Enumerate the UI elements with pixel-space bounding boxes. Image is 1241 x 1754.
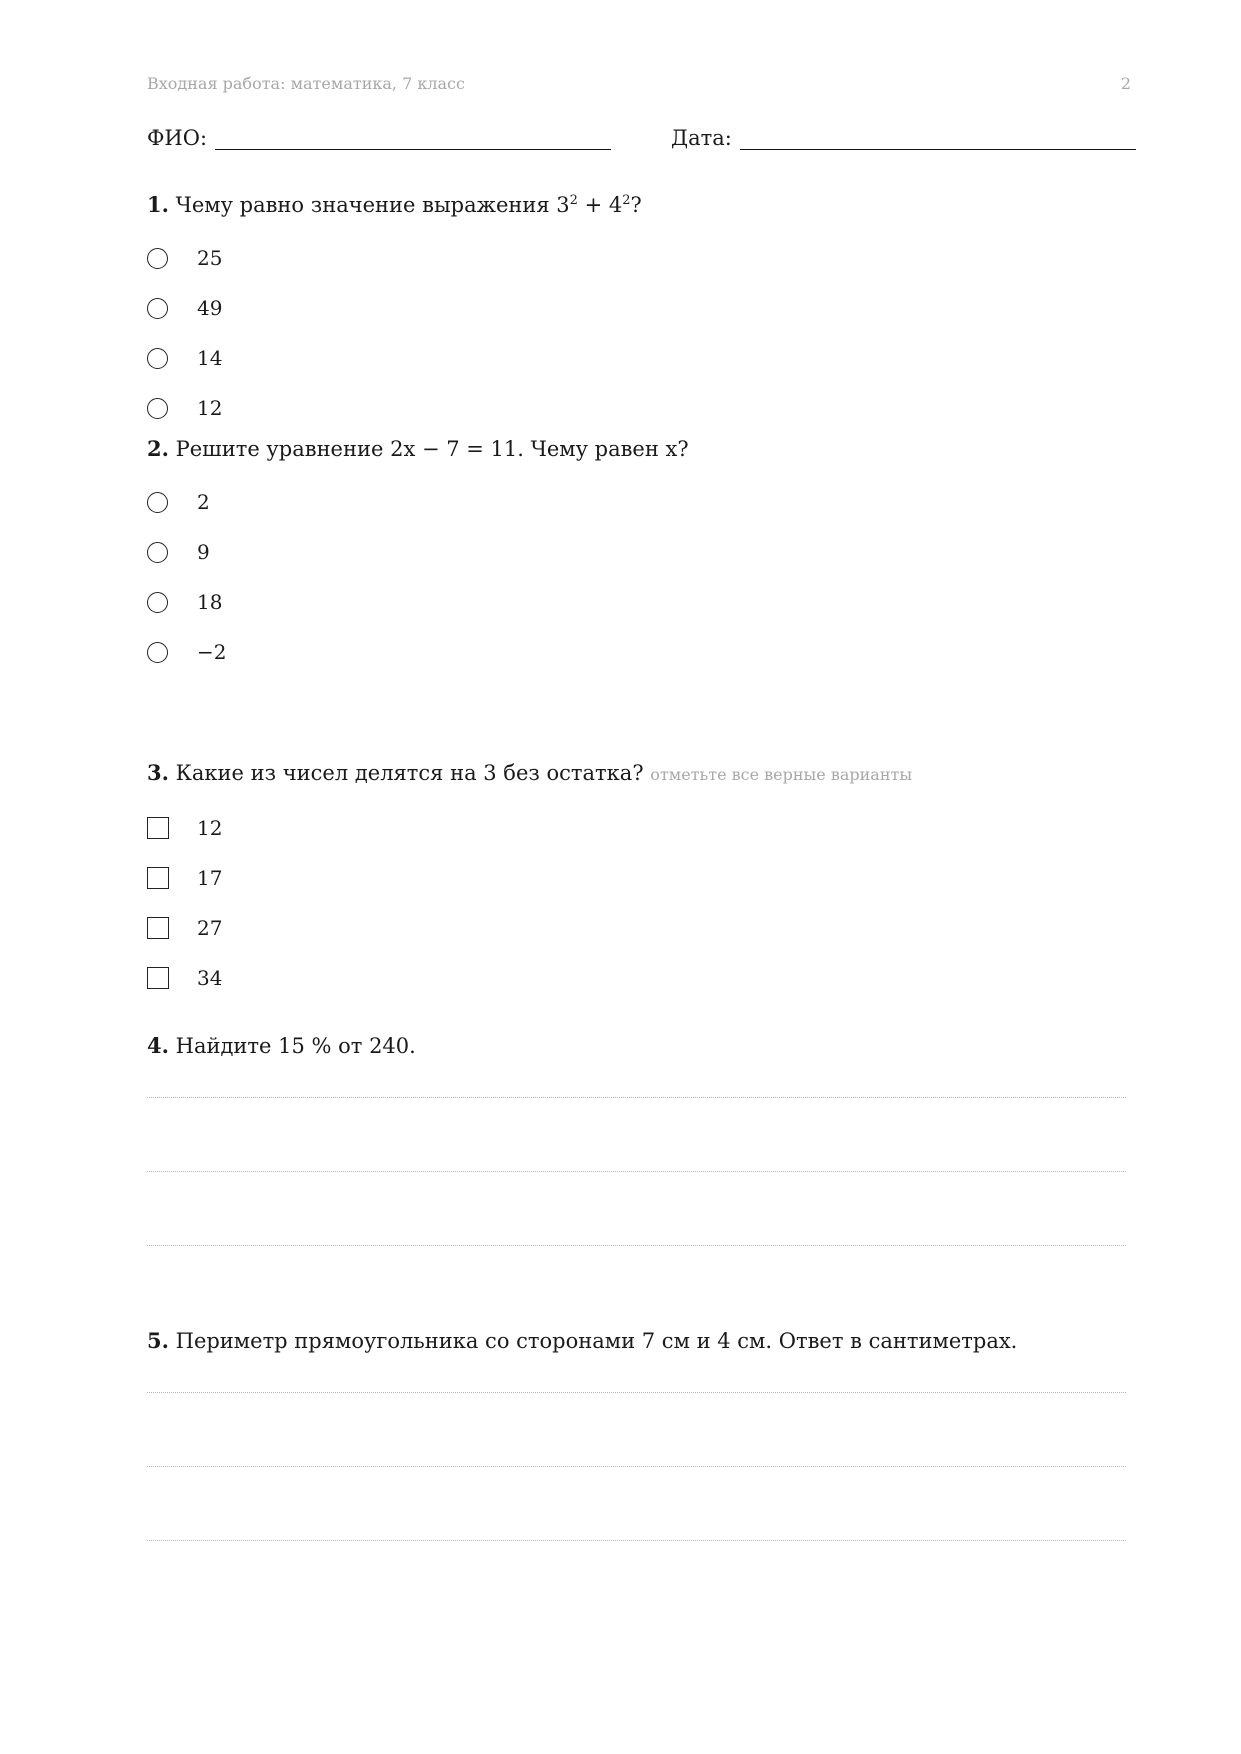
question-3 (147, 760, 1131, 1003)
checkbox[interactable] (147, 917, 169, 939)
answer-line[interactable] (147, 1171, 1126, 1172)
question-number: 4. (147, 1033, 169, 1058)
radio-button[interactable] (147, 592, 168, 613)
option-label: 27 (197, 916, 223, 940)
date-label: Дата: (671, 126, 732, 150)
checkbox[interactable] (147, 867, 169, 889)
exponent: 2 (622, 193, 631, 208)
question-2-text (147, 436, 1131, 462)
option-label: 9 (197, 540, 210, 564)
answer-line[interactable] (147, 1097, 1126, 1098)
name-label: ФИО: (147, 126, 208, 150)
answer-option[interactable] (147, 527, 1131, 577)
option-label: 12 (197, 816, 223, 840)
answer-option[interactable] (147, 233, 1131, 283)
answer-option[interactable] (147, 953, 1131, 1003)
answer-area[interactable] (147, 1097, 1131, 1246)
radio-button[interactable] (147, 298, 168, 319)
question-5 (147, 1328, 1131, 1614)
question-3-options (147, 803, 1131, 1003)
question-5-text (147, 1328, 1131, 1354)
answer-line[interactable] (147, 1245, 1126, 1246)
answer-area[interactable] (147, 1392, 1131, 1541)
question-2-options (147, 477, 1131, 677)
running-header (147, 74, 1131, 93)
question-1 (147, 192, 1131, 433)
answer-option[interactable] (147, 283, 1131, 333)
question-text-part: Чему равно значение выражения 3 (175, 193, 570, 217)
question-number: 5. (147, 1328, 169, 1353)
question-text: Какие из чисел делятся на 3 без остатка? (175, 761, 644, 785)
name-blank-line[interactable] (215, 129, 611, 150)
name-field[interactable] (147, 126, 611, 150)
question-hint: отметьте все верные варианты (650, 765, 913, 784)
option-label: 14 (197, 346, 223, 370)
date-blank-line[interactable] (740, 129, 1136, 150)
question-4 (147, 1033, 1131, 1319)
answer-option[interactable] (147, 333, 1131, 383)
question-number: 2. (147, 436, 169, 461)
date-field[interactable] (671, 126, 1136, 150)
question-4-text (147, 1033, 1131, 1059)
radio-button[interactable] (147, 542, 168, 563)
answer-line[interactable] (147, 1540, 1126, 1541)
option-label: 12 (197, 396, 223, 420)
question-1-options (147, 233, 1131, 433)
radio-button[interactable] (147, 248, 168, 269)
question-text-part: ? (630, 193, 642, 217)
answer-option[interactable] (147, 627, 1131, 677)
option-label: 17 (197, 866, 223, 890)
question-number: 3. (147, 760, 169, 785)
radio-button[interactable] (147, 398, 168, 419)
document-title: Входная работа: математика, 7 класс (147, 74, 465, 93)
option-label: 2 (197, 490, 210, 514)
option-label: 25 (197, 246, 223, 270)
page-number: 2 (1120, 74, 1131, 93)
checkbox[interactable] (147, 817, 169, 839)
answer-option[interactable] (147, 853, 1131, 903)
exponent: 2 (569, 193, 578, 208)
answer-option[interactable] (147, 803, 1131, 853)
answer-line[interactable] (147, 1392, 1126, 1393)
checkbox[interactable] (147, 967, 169, 989)
student-info-row (147, 126, 1131, 150)
question-text: Периметр прямоугольника со сторонами 7 см и 4 см. Ответ в сантиметрах. (175, 1329, 1018, 1353)
radio-button[interactable] (147, 642, 168, 663)
question-1-text (147, 192, 1131, 218)
question-text: Решите уравнение 2x − 7 = 11. Чему равен x? (175, 437, 689, 461)
option-label: −2 (197, 640, 227, 664)
question-text: Найдите 15 % от 240. (175, 1034, 416, 1058)
option-label: 34 (197, 966, 223, 990)
answer-option[interactable] (147, 477, 1131, 527)
answer-line[interactable] (147, 1466, 1126, 1467)
radio-button[interactable] (147, 348, 168, 369)
answer-option[interactable] (147, 577, 1131, 627)
option-label: 18 (197, 590, 223, 614)
option-label: 49 (197, 296, 223, 320)
radio-button[interactable] (147, 492, 168, 513)
answer-option[interactable] (147, 383, 1131, 433)
question-3-text (147, 760, 1131, 788)
answer-option[interactable] (147, 903, 1131, 953)
question-2 (147, 436, 1131, 677)
question-text-part: + 4 (577, 193, 623, 217)
question-number: 1. (147, 192, 169, 217)
